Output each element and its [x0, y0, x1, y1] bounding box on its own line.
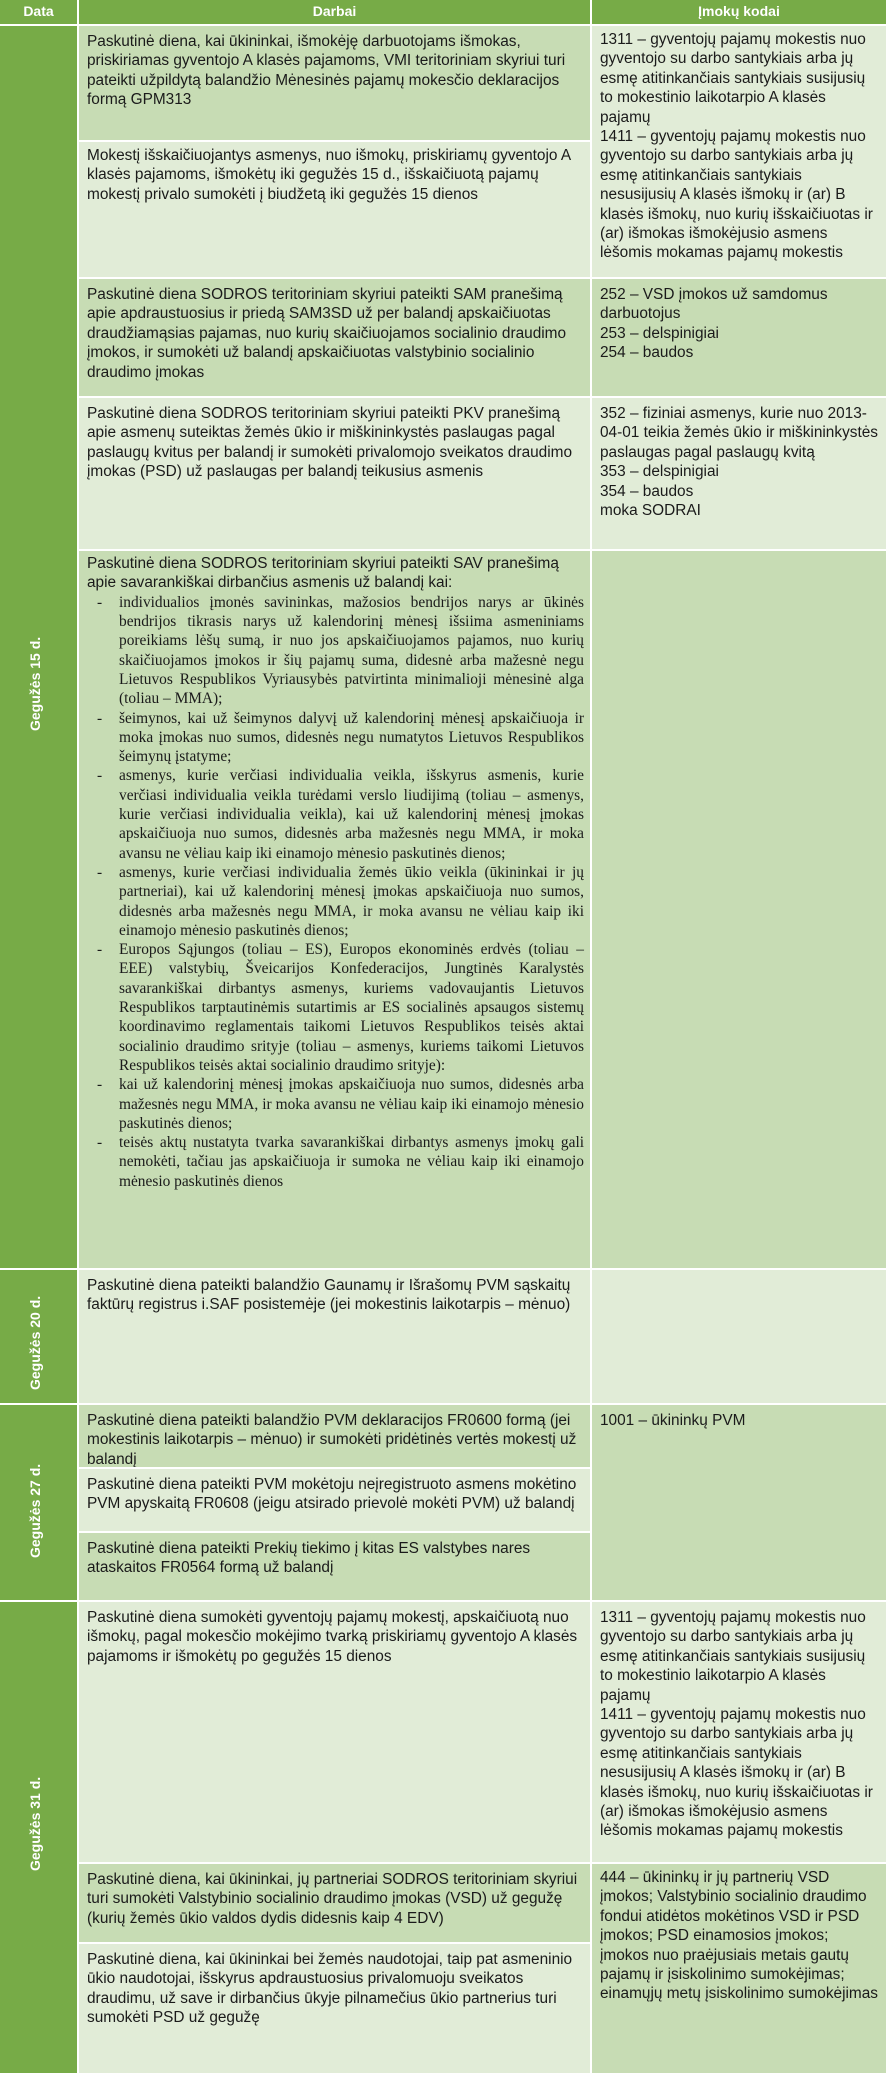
task-may15-sam: Paskutinė diena SODROS teritoriniam skyriui pateikti SAM pranešimą apie apdraustuosius ir priedą SAM3SD už per balandį apskaičiuotas draudžiamąsias pajamas, nuo kurių skaičiuojamos socialinio draudimo įmokos, ir sumokėti už balandį apskaičiuotas valstybinio socialinio draudimo įmokas: [79, 279, 590, 396]
task-may27-fr0564: Paskutinė diena pateikti Prekių tiekimo į kitas ES valstybes nares ataskaitos FR0564 formą už balandį: [79, 1533, 590, 1600]
sav-item: - asmenys, kurie verčiasi individualia veikla, išskyrus asmenis, kurie verčiasi individualia veikla turėdami verslo liudijimą (toliau – asmenys, kurie verčiasi individualia veikla), kai už kalendorinį mėnesį įmokas apskaičiuoja nuo sumos, didesnės arba mažesnės negu MMA, ir moka avansu ne vėliau kaip iki einamojo mėnesio paskutinės dienos;: [87, 766, 584, 862]
code-254: 254 – baudos: [600, 344, 694, 362]
sav-item: - asmenys, kurie verčiasi individualia žemės ūkio veikla (ūkininkai ir jų partneriai), kai už kalendorinį mėnesį įmokas apskaičiuoja nuo sumos, didesnės arba mažesnės negu MMA, ir moka avansu ne vėliau kaip iki einamojo mėnesio paskutinės dienos;: [87, 863, 584, 940]
code-1411: 1411 – gyventojų pajamų mokestis nuo gyventojo su darbo santykiais arba jų esmę atitinkančiais santykiais nesusijusių A klasės išmokų ir (ar) B klasės išmokų, nuo kurių išskaičiuotas ir (ar) išmokas išmokėjusio asmens lėšomis mokamas pajamų mokestis: [600, 128, 873, 262]
task-may15-tax-withholding: Mokestį išskaičiuojantys asmenys, nuo išmokų, priskiriamų gyventojo A klasės pajamoms, išmokėtų iki gegužės 15 d., išskaičiuotą pajamų mokestį privalo sumokėti į biudžetą iki gegužės 15 dienos: [79, 142, 590, 277]
code-253: 253 – delspinigiai: [600, 324, 719, 342]
code-1311: 1311 – gyventojų pajamų mokestis nuo gyventojo su darbo santykiais arba jų esmę atitinkančiais santykiais susijusių to mokestinio laikotarpio A klasės pajamų: [600, 31, 866, 126]
date-cell-may27: [0, 1405, 77, 1600]
code-252: 252 – VSD įmokos už samdomus darbuotojus: [600, 286, 828, 323]
task-may27-fr0608: Paskutinė diena pateikti PVM mokėtoju neįregistruoto asmens mokėtino PVM apyskaitą FR0608 (jeigu atsirado prievolė mokėti PVM) už balandį: [79, 1469, 590, 1531]
date-label-may20: Gegužės 20 d.: [27, 1295, 43, 1390]
code-353: 353 – delspinigiai: [600, 463, 719, 481]
sav-item: - individualios įmonės savininkas, mažosios bendrijos narys ar ūkinės bendrijos tikrasis narys už kalendorinį mėnesį išsiima asmeniniams poreikiams lėšų sumą, ir nuo jos apskaičiuojamos pajamos, nuo kurių skaičiuojamos įmokos ir šių pajamų suma, didesnė arba mažesnė negu Lietuvos Respublikos Vyriausybės patvirtinta minimalioji mėnesinė alga (toliau – MMA);: [87, 593, 584, 709]
date-label-may31: Gegužės 31 d.: [27, 1776, 43, 1871]
codes-may15-vsd: [592, 279, 886, 396]
date-cell-may20: [0, 1270, 77, 1403]
sav-item: - kai už kalendorinį mėnesį įmokas apskaičiuoja nuo sumos, didesnės arba mažesnės negu MMA, ir moka avansu ne vėliau kaip iki einamojo mėnesio paskutinės dienos;: [87, 1075, 584, 1133]
codes-may31-vsd: [592, 1864, 886, 2073]
task-may31-gpm: Paskutinė diena sumokėti gyventojų pajamų mokestį, apskaičiuotą nuo išmokų, pagal mokesčio mokėjimo tvarką priskiriamų gyventojo A klasės pajamoms ir išmokėtų po gegužės 15 dienos: [79, 1602, 590, 1862]
code-444: 444 – ūkininkų ir jų partnerių VSD įmokos; Valstybinio socialinio draudimo fondui atidėtos mokėtinos VSD ir PSD įmokos; PSD einamosios įmokos; įmokos nuo praėjusiais metais gautų pajamų ir įsiskolinimo sumokėjimas; einamųjų metų įsiskolinimo sumokėjimas: [600, 1869, 878, 2003]
codes-may15-sav-empty: [592, 551, 886, 1268]
task-may15-pkv: Paskutinė diena SODROS teritoriniam skyriui pateikti PKV pranešimą apie asmenų suteiktas žemės ūkio ir miškininkystės paslaugas pagal paslaugų kvitus per balandį ir sumokėti privalomojo sveikatos draudimo įmokas (PSD) už paslaugas per balandį teikusius asmenis: [79, 398, 590, 549]
sav-item: - Europos Sąjungos (toliau – ES), Europos ekonominės erdvės (toliau – EEE) valstybių, Šveicarijos Konfederacijos, Jungtinės Karalystės savarankiškai dirbantys asmenys, kuriems vadovaujantis Lietuvos Respublikos tarptautinėmis sutartimis ar ES socialinės apsaugos sistemų koordinavimo reglamentais taikomi Lietuvos Respublikos teisės aktai socialinio draudimo srityje (toliau – asmenys, kuriems taikomi Lietuvos Respublikos teisės aktai socialinio draudimo srityje):: [87, 940, 584, 1075]
code-moka-sodrai: moka SODRAI: [600, 502, 701, 520]
code-1311: 1311 – gyventojų pajamų mokestis nuo gyventojo su darbo santykiais arba jų esmę atitinkančiais santykiais susijusių to mokestinio laikotarpio A klasės pajamų: [600, 1609, 866, 1704]
code-1001: 1001 – ūkininkų PVM: [600, 1412, 746, 1429]
codes-may20-empty: [592, 1270, 886, 1403]
task-may31-vsd: Paskutinė diena, kai ūkininkai, jų partneriai SODROS teritoriniam skyriui turi sumokėti Valstybinio socialinio draudimo įmokas (VSD) už gegužę (kurių žemės ūkio valdos dydis didesnis kaip 4 EDV): [79, 1864, 590, 1942]
sav-bullets: [87, 593, 584, 1191]
code-354: 354 – baudos: [600, 482, 694, 500]
code-352: 352 – fiziniai asmenys, kurie nuo 2013-04-01 teikia žemės ūkio ir miškininkystės paslaugas pagal paslaugų kvitą: [600, 405, 878, 461]
sav-item: - šeimynos, kai už šeimynos dalyvį už kalendorinį mėnesį apskaičiuoja ir moka įmokas nuo sumos, didesnės negu numatytos Lietuvos Respublikos šeimynų įstatyme;: [87, 709, 584, 767]
codes-may15-psd: [592, 398, 886, 549]
codes-may15-gpm: [592, 26, 886, 277]
code-1411: 1411 – gyventojų pajamų mokestis nuo gyventojo su darbo santykiais arba jų esmę atitinkančiais santykiais nesusijusių A klasės išmokų ir (ar) B klasės išmokų, nuo kurių išskaičiuotas ir (ar) išmokas išmokėjusio asmens lėšomis mokamas pajamų mokestis: [600, 1706, 873, 1840]
task-may15-sav: [79, 551, 590, 1268]
header-codes: Įmokų kodai: [592, 0, 886, 24]
date-label-may27: Gegužės 27 d.: [27, 1463, 43, 1558]
task-may15-gpm313: Paskutinė diena, kai ūkininkai, išmokėję darbuotojams išmokas, priskiriamas gyventojo A klasės pajamoms, VMI teritoriniam skyriui turi pateikti užpildytą balandžio Mėnesinės pajamų mokesčio deklaracijos formą GPM313: [79, 26, 590, 140]
date-cell-may31: [0, 1602, 77, 2073]
header-date: Data: [0, 0, 77, 24]
task-may27-fr0600: Paskutinė diena pateikti balandžio PVM deklaracijos FR0600 formą (jei mokestinis laikotarpis – mėnuo) ir sumokėti pridėtinės vertės mokestį už balandį: [79, 1405, 590, 1467]
task-may31-psd: Paskutinė diena, kai ūkininkai bei žemės naudotojai, taip pat asmeninio ūkio naudotojai, išskyrus apdraustuosius privalomuoju sveikatos draudimu, už save ir dirbančius ūkyje pilnamečius ūkio partnerius turi sumokėti PSD už gegužę: [79, 1944, 590, 2073]
codes-may31-gpm: [592, 1602, 886, 1862]
sav-intro: Paskutinė diena SODROS teritoriniam skyriui pateikti SAV pranešimą apie savarankiškai dirbančius asmenis už balandį kai:: [87, 555, 559, 592]
task-may20-isaf: Paskutinė diena pateikti balandžio Gaunamų ir Išrašomų PVM sąskaitų faktūrų registrus i.SAF posistemėje (jei mokestinis laikotarpis – mėnuo): [79, 1270, 590, 1403]
codes-may27-pvm: [592, 1405, 886, 1600]
date-cell-may15: [0, 26, 77, 1268]
sav-item: - teisės aktų nustatyta tvarka savarankiškai dirbantys asmenys įmokų gali nemokėti, tačiau jas apskaičiuoja ir sumoka ne vėliau kaip iki einamojo mėnesio paskutinės dienos: [87, 1133, 584, 1191]
header-work: Darbai: [79, 0, 590, 24]
date-label-may15: Gegužės 15 d.: [27, 636, 43, 731]
